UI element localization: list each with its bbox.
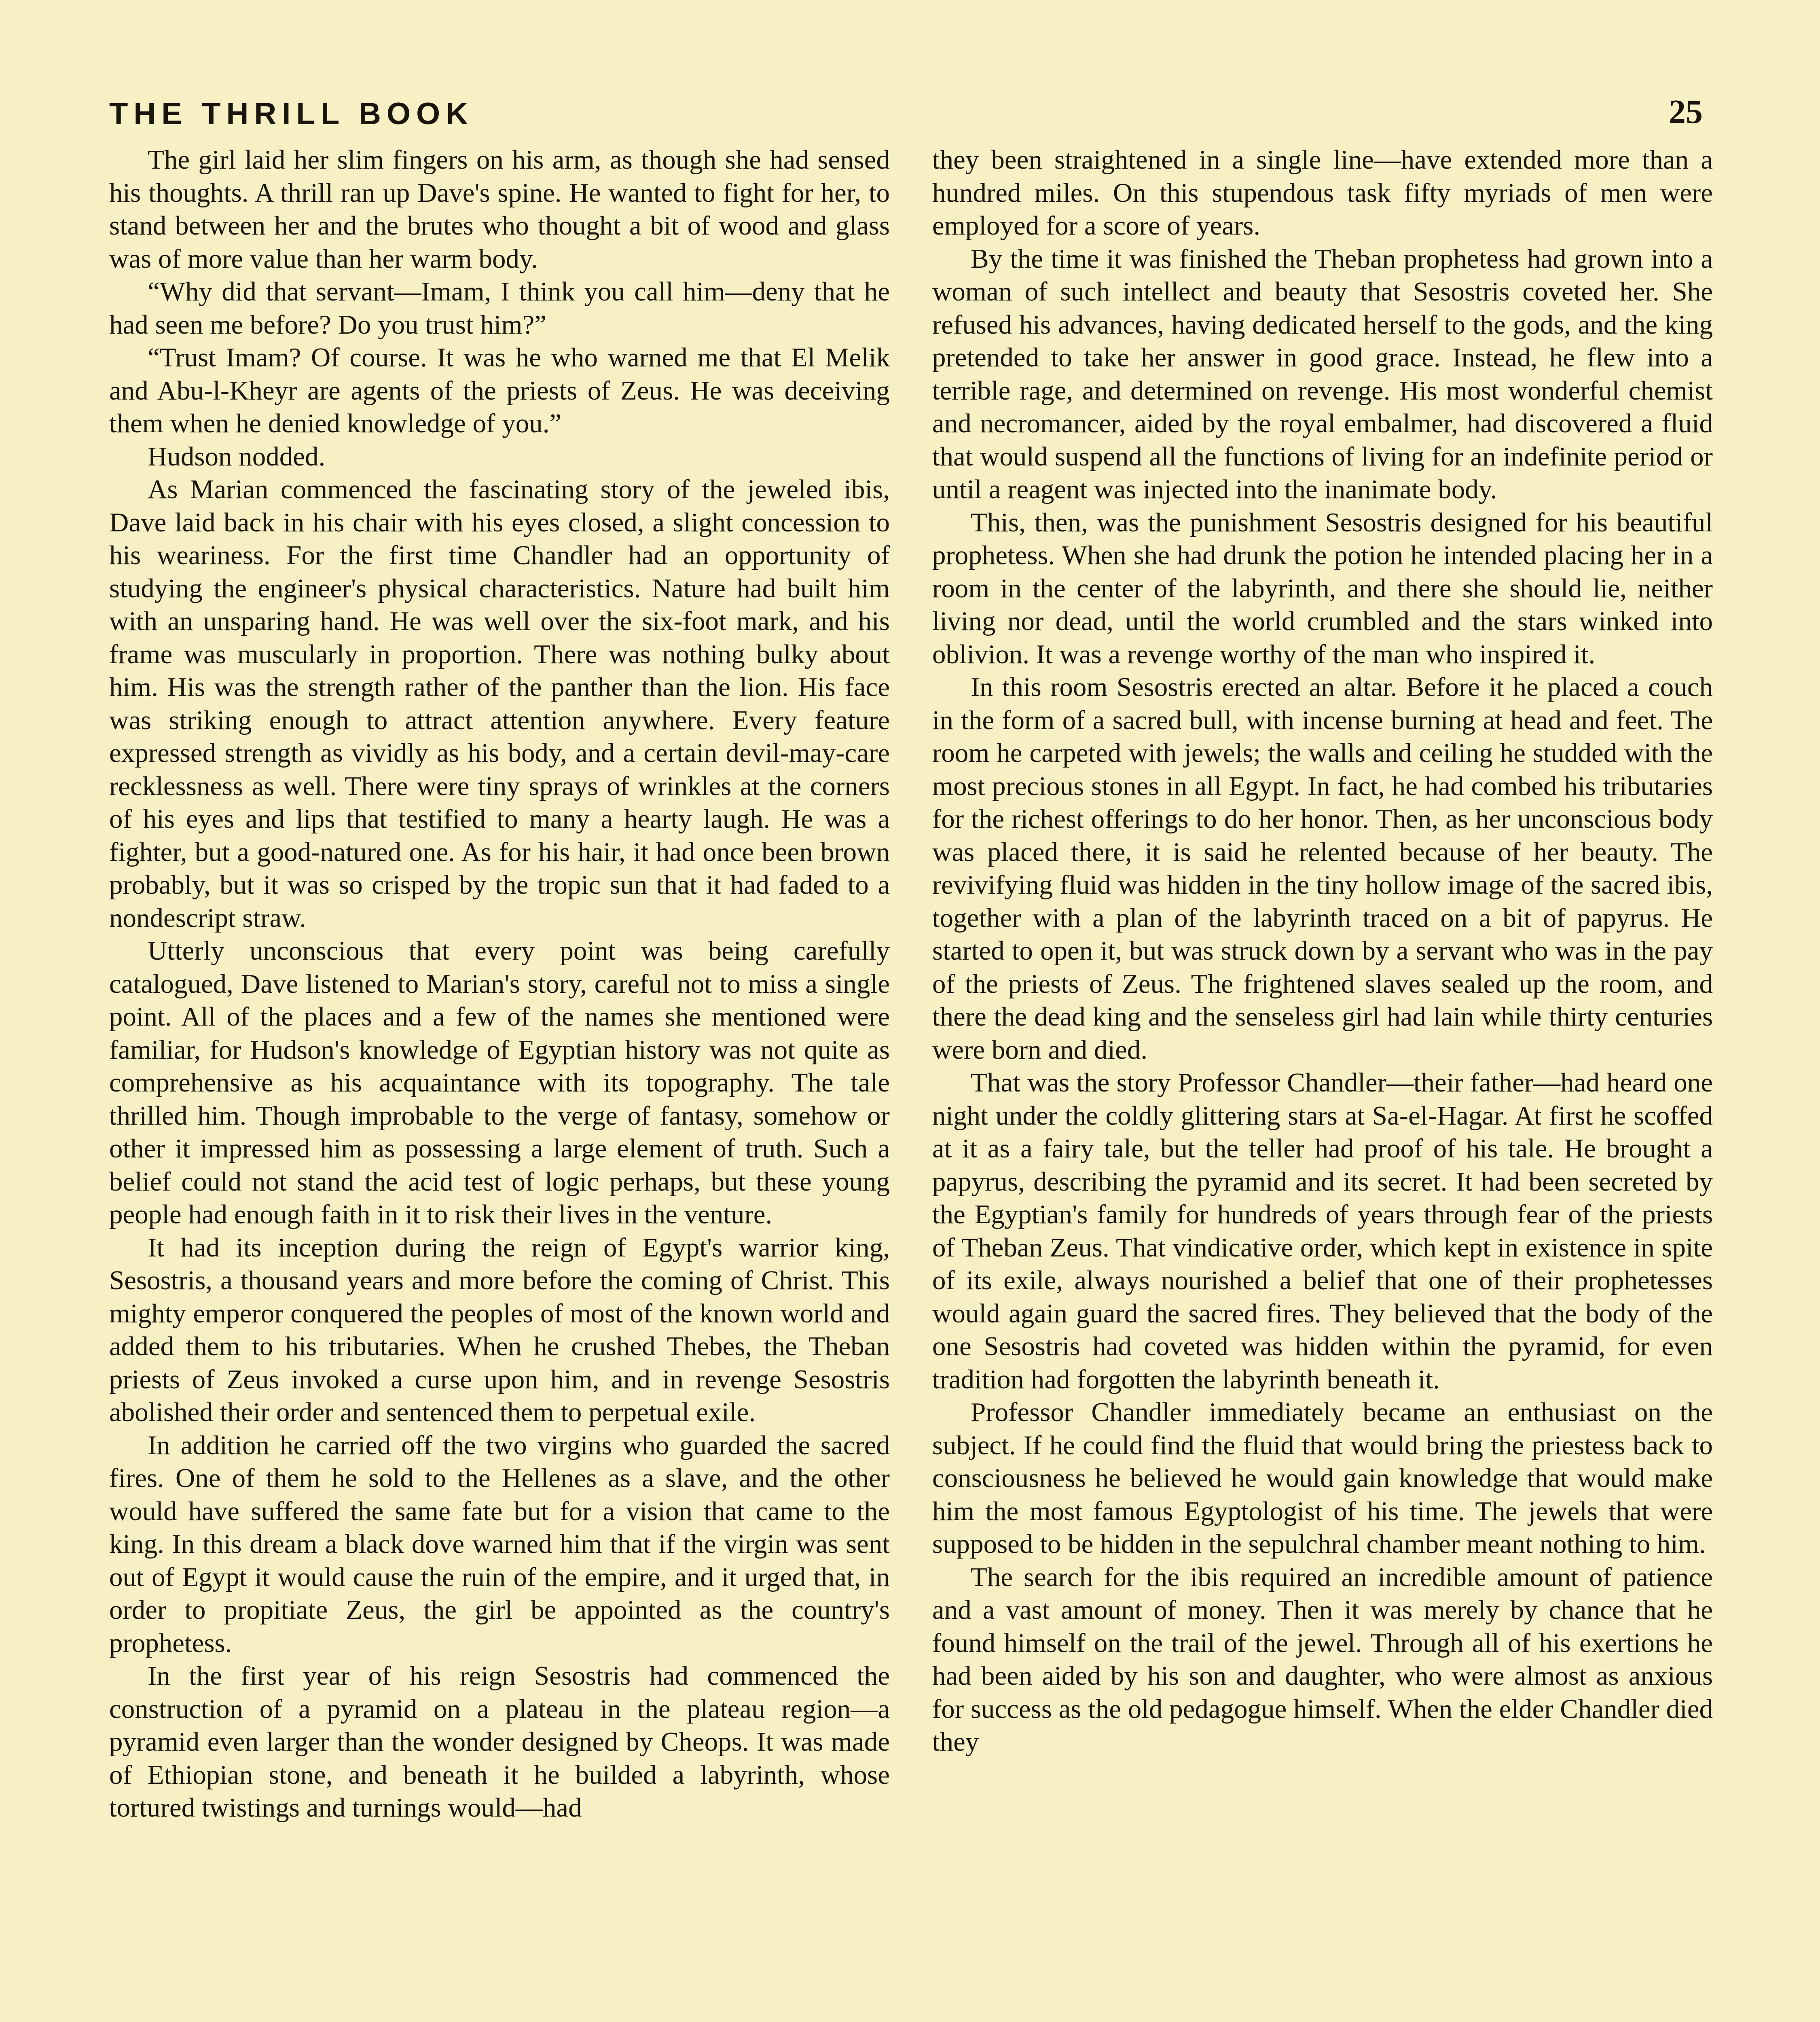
right-column xyxy=(932,144,1713,1759)
page-number: 25 xyxy=(1669,93,1703,131)
paragraph: Utterly unconscious that every point was being carefully catalogued, Dave listened to Marian's story, careful not to miss a single point. All of the places and a few of the names she mentioned were familiar, for Hudson's knowledge of Egyptian history was not quite as comprehensive as his acquaintance with its topography. The tale thrilled him. Though improbable to the verge of fantasy, somehow or other it impressed him as possessing a large element of truth. Such a belief could not stand the acid test of logic perhaps, but these young people had enough faith in it to risk their lives in the venture. xyxy=(109,936,890,1229)
page-header xyxy=(109,75,1711,131)
running-title: THE THRILL BOOK xyxy=(109,97,474,131)
paragraph: Hudson nodded. xyxy=(148,441,326,472)
paragraph: By the time it was finished the Theban prophetess had grown into a woman of such intellect and beauty that Sesostris coveted her. She refused his advances, having dedicated herself to the gods, and the king pretended to take her answer in good grace. Instead, he flew into a terrible rage, and determined on revenge. His most wonderful chemist and necromancer, aided by the royal embalmer, had discovered a fluid that would suspend all the functions of living for an indefinite period or until a reagent was injected into the inanimate body. xyxy=(932,243,1713,504)
paragraph: The search for the ibis required an incredible amount of patience and a vast amount of money. Then it was merely by chance that he found himself on the trail of the jewel. Through all of his exertions he had been aided by his son and daughter, who were almost as anxious for success as the old pedagogue himself. When the elder Chandler died they xyxy=(932,1562,1713,1757)
paragraph: It had its inception during the reign of Egypt's warrior king, Sesostris, a thousand years and more before the coming of Christ. This mighty emperor conquered the peoples of most of the known world and added them to his tributaries. When he crushed Thebes, the Theban priests of Zeus invoked a curse upon him, and in revenge Sesostris abolished their order and sentenced them to perpetual exile. xyxy=(109,1232,890,1427)
paragraph: In addition he carried off the two virgins who guarded the sacred fires. One of them he sold to the Hellenes as a slave, and the other would have suffered the same fate but for a vision that came to the king. In this dream a black dove warned him that if the virgin was sent out of Egypt it would cause the ruin of the empire, and it urged that, in order to propitiate Zeus, the girl be appointed as the country's prophetess. xyxy=(109,1430,890,1658)
paragraph: “Why did that servant—Imam, I think you call him—deny that he had seen me before? Do you trust him?” xyxy=(109,277,890,340)
paragraph: That was the story Professor Chandler—their father—had heard one night under the coldly glittering stars at Sa-el-Hagar. At first he scoffed at it as a fairy tale, but the teller had proof of his tale. He brought a papyrus, describing the pyramid and its secret. It had been secreted by the Egyptian's family for hundreds of years through fear of the priests of Theban Zeus. That vindicative order, which kept in existence in spite of its exile, always nourished a belief that one of their prophetesses would again guard the sacred fires. They believed that the body of the one Sesostris had coveted was hidden within the pyramid, for even tradition had forgotten the labyrinth beneath it. xyxy=(932,1068,1713,1394)
paragraph: As Marian commenced the fascinating story of the jeweled ibis, Dave laid back in his chair with his eyes closed, a slight concession to his weariness. For the first time Chandler had an opportunity of studying the engineer's physical characteristics. Nature had built him with an unsparing hand. He was well over the six-foot mark, and his frame was muscularly in proportion. There was nothing bulky about him. His was the strength rather of the panther than the lion. His face was striking enough to attract attention anywhere. Every feature expressed strength as vividly as his body, and a certain devil-may-care recklessness as well. There were tiny sprays of wrinkles at the corners of his eyes and lips that testified to many a hearty laugh. He was a fighter, but a good-natured one. As for his hair, it had once been brown probably, but it was so crisped by the tropic sun that it had faded to a nondescript straw. xyxy=(109,474,890,933)
paragraph: This, then, was the punishment Sesostris designed for his beautiful prophetess. When she had drunk the potion he intended placing her in a room in the center of the labyrinth, and there she should lie, neither living nor dead, until the world crumbled and the stars winked into oblivion. It was a revenge worthy of the man who inspired it. xyxy=(932,507,1713,669)
paragraph: The girl laid her slim fingers on his arm, as though she had sensed his thoughts. A thrill ran up Dave's spine. He wanted to fight for her, to stand between her and the brutes who thought a bit of wood and glass was of more value than her warm body. xyxy=(109,145,890,274)
left-column xyxy=(109,144,890,1825)
paragraph-continued: they been straightened in a single line—have extended more than a hundred miles. On this stupendous task fifty myriads of men were employed for a score of years. xyxy=(932,145,1713,241)
paragraph: In the first year of his reign Sesostris had commenced the construction of a pyramid on a plateau in the plateau region—a pyramid even larger than the wonder designed by Cheops. It was made of Ethiopian stone, and beneath it he builded a labyrinth, whose tortured twistings and turnings would—had xyxy=(109,1661,890,1823)
paragraph: In this room Sesostris erected an altar. Before it he placed a couch in the form of a sacred bull, with incense burning at head and feet. The room he carpeted with jewels; the walls and ceiling he studded with the most precious stones in all Egypt. In fact, he had combed his tributaries for the richest offerings to do her honor. Then, as her unconscious body was placed there, it is said he relented because of her beauty. The revivifying fluid was hidden in the tiny hollow image of the sacred ibis, together with a plan of the labyrinth traced on a bit of papyrus. He started to open it, but was struck down by a servant who was in the pay of the priests of Zeus. The frightened slaves sealed up the room, and there the dead king and the senseless girl had lain while thirty centuries were born and died. xyxy=(932,672,1713,1065)
paragraph: Professor Chandler immediately became an enthusiast on the subject. If he could find the fluid that would bring the priestess back to consciousness he believed he would gain knowledge that would make him the most famous Egyptologist of his time. The jewels that were supposed to be hidden in the sepulchral chamber meant nothing to him. xyxy=(932,1397,1713,1559)
paragraph: “Trust Imam? Of course. It was he who warned me that El Melik and Abu-l-Kheyr are agents of the priests of Zeus. He was deceiving them when he denied knowledge of you.” xyxy=(109,343,890,438)
